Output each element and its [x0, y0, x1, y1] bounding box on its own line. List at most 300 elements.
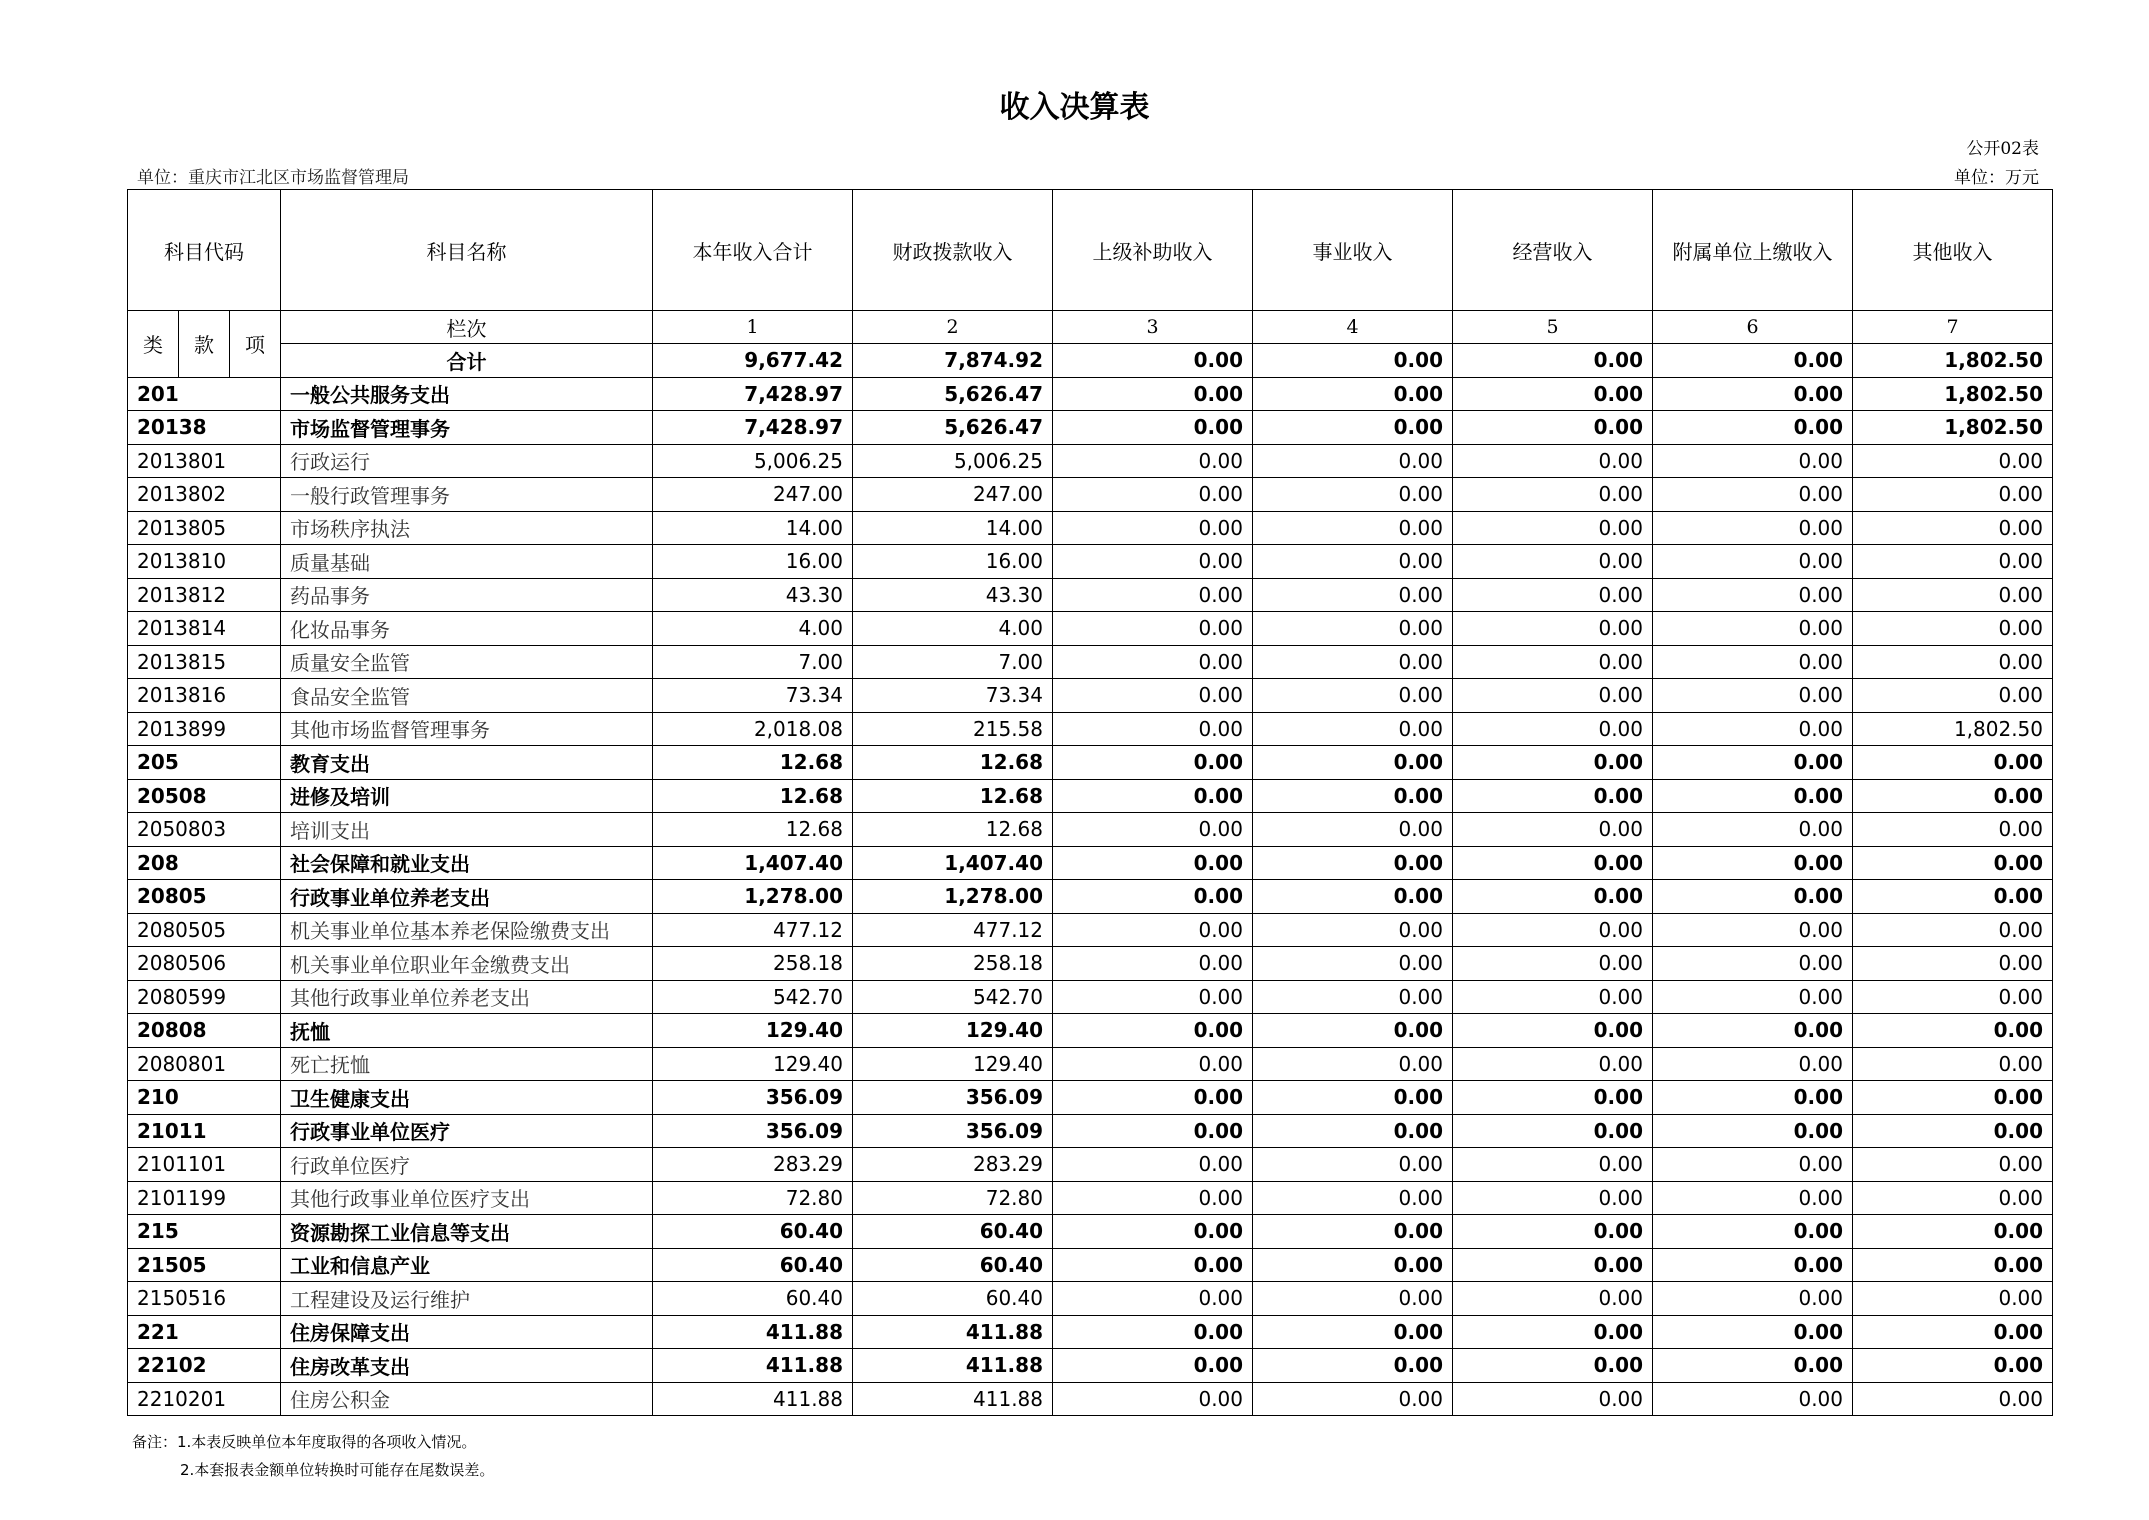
row-code: 2101101: [128, 1148, 281, 1182]
row-name: 住房改革支出: [281, 1349, 653, 1383]
row-value: 0.00: [1253, 578, 1453, 612]
row-code: 22102: [128, 1349, 281, 1383]
row-value: 477.12: [653, 913, 853, 947]
row-value: 0.00: [1653, 1014, 1853, 1048]
table-row: [128, 1081, 2053, 1115]
row-value: 0.00: [1853, 478, 2053, 512]
row-code: 2080506: [128, 947, 281, 981]
row-value: 0.00: [1053, 679, 1253, 713]
row-code: 2050803: [128, 813, 281, 847]
row-value: 12.68: [653, 746, 853, 780]
table-row: [128, 1181, 2053, 1215]
row-value: 0.00: [1053, 511, 1253, 545]
row-value: 0.00: [1053, 1148, 1253, 1182]
row-value: 0.00: [1653, 980, 1853, 1014]
row-code: 2013802: [128, 478, 281, 512]
row-value: 43.30: [653, 578, 853, 612]
row-code: 2080505: [128, 913, 281, 947]
row-value: 542.70: [853, 980, 1053, 1014]
row-code: 215: [128, 1215, 281, 1249]
row-value: 0.00: [1053, 846, 1253, 880]
row-value: 0.00: [1453, 478, 1653, 512]
row-value: 1,802.50: [1853, 344, 2053, 378]
row-value: 0.00: [1253, 1181, 1453, 1215]
row-value: 129.40: [853, 1014, 1053, 1048]
row-name: 教育支出: [281, 746, 653, 780]
table-row: [128, 846, 2053, 880]
row-value: 0.00: [1053, 612, 1253, 646]
row-value: 0.00: [1853, 980, 2053, 1014]
row-code: 20508: [128, 779, 281, 813]
row-value: 0.00: [1653, 377, 1853, 411]
row-value: 0.00: [1853, 679, 2053, 713]
row-value: 356.09: [653, 1081, 853, 1115]
row-value: 0.00: [1053, 1014, 1253, 1048]
row-value: 60.40: [653, 1282, 853, 1316]
row-value: 0.00: [1653, 779, 1853, 813]
header-col-2: 财政拨款收入: [853, 190, 1053, 311]
row-name: 行政运行: [281, 444, 653, 478]
row-value: 0.00: [1653, 712, 1853, 746]
row-value: 0.00: [1453, 679, 1653, 713]
row-value: 356.09: [653, 1114, 853, 1148]
row-value: 0.00: [1253, 1248, 1453, 1282]
row-value: 0.00: [1653, 1181, 1853, 1215]
row-code: 2013815: [128, 645, 281, 679]
table-row: [128, 444, 2053, 478]
row-name: 化妆品事务: [281, 612, 653, 646]
row-code: 205: [128, 746, 281, 780]
table-row: [128, 645, 2053, 679]
row-value: 0.00: [1853, 1148, 2053, 1182]
row-value: 0.00: [1053, 1215, 1253, 1249]
row-name: 行政单位医疗: [281, 1148, 653, 1182]
row-name: 死亡抚恤: [281, 1047, 653, 1081]
row-value: 0.00: [1653, 411, 1853, 445]
page-title: 收入决算表: [999, 90, 1150, 125]
row-value: 0.00: [1053, 813, 1253, 847]
row-value: 0.00: [1253, 1047, 1453, 1081]
row-value: 72.80: [653, 1181, 853, 1215]
table-row: [128, 545, 2053, 579]
row-value: 60.40: [853, 1215, 1053, 1249]
row-value: 0.00: [1253, 980, 1453, 1014]
row-value: 0.00: [1653, 813, 1853, 847]
row-code: 201: [128, 377, 281, 411]
row-value: 9,677.42: [653, 344, 853, 378]
row-value: 0.00: [1453, 612, 1653, 646]
row-value: 283.29: [853, 1148, 1053, 1182]
row-name: 行政事业单位养老支出: [281, 880, 653, 914]
header-col-7: 其他收入: [1853, 190, 2053, 311]
row-value: 0.00: [1453, 1148, 1653, 1182]
row-value: 0.00: [1253, 511, 1453, 545]
row-value: 0.00: [1253, 746, 1453, 780]
row-value: 0.00: [1253, 779, 1453, 813]
row-name: 行政事业单位医疗: [281, 1114, 653, 1148]
row-name: 资源勘探工业信息等支出: [281, 1215, 653, 1249]
row-code: 2210201: [128, 1382, 281, 1416]
row-value: 0.00: [1253, 880, 1453, 914]
row-value: 411.88: [853, 1382, 1053, 1416]
row-value: 0.00: [1653, 478, 1853, 512]
row-value: 0.00: [1653, 1081, 1853, 1115]
header-col-5: 经营收入: [1453, 190, 1653, 311]
row-name: 进修及培训: [281, 779, 653, 813]
row-code: 2080599: [128, 980, 281, 1014]
row-value: 129.40: [653, 1047, 853, 1081]
table-row: [128, 1282, 2053, 1316]
table-row: [128, 813, 2053, 847]
row-value: 0.00: [1853, 1248, 2053, 1282]
row-name: 其他行政事业单位医疗支出: [281, 1181, 653, 1215]
row-name: 质量安全监管: [281, 645, 653, 679]
row-value: 0.00: [1453, 1215, 1653, 1249]
currency-unit: 单位：万元: [1954, 168, 2039, 188]
row-value: 0.00: [1453, 779, 1653, 813]
row-value: 7.00: [853, 645, 1053, 679]
form-number: 公开02表: [1966, 139, 2039, 159]
row-value: 0.00: [1253, 478, 1453, 512]
row-value: 0.00: [1253, 1114, 1453, 1148]
row-code: 2013801: [128, 444, 281, 478]
row-value: 0.00: [1853, 813, 2053, 847]
header-col-1: 本年收入合计: [653, 190, 853, 311]
row-value: 0.00: [1453, 511, 1653, 545]
row-value: 0.00: [1453, 813, 1653, 847]
header-xiang: 项: [230, 311, 281, 378]
row-value: 0.00: [1253, 1081, 1453, 1115]
row-value: 0.00: [1653, 746, 1853, 780]
row-value: 5,006.25: [853, 444, 1053, 478]
row-name: 住房保障支出: [281, 1315, 653, 1349]
row-value: 0.00: [1653, 511, 1853, 545]
row-value: 0.00: [1653, 880, 1853, 914]
row-value: 0.00: [1653, 545, 1853, 579]
row-name: 质量基础: [281, 545, 653, 579]
row-value: 0.00: [1853, 444, 2053, 478]
row-name: 抚恤: [281, 1014, 653, 1048]
row-value: 0.00: [1453, 1047, 1653, 1081]
row-name: 一般公共服务支出: [281, 377, 653, 411]
row-value: 0.00: [1853, 779, 2053, 813]
row-value: 0.00: [1253, 411, 1453, 445]
row-value: 0.00: [1653, 679, 1853, 713]
row-name: 机关事业单位职业年金缴费支出: [281, 947, 653, 981]
row-code: 2013816: [128, 679, 281, 713]
total-row: [128, 344, 2053, 378]
row-value: 0.00: [1053, 746, 1253, 780]
row-value: 0.00: [1653, 645, 1853, 679]
row-value: 0.00: [1453, 746, 1653, 780]
row-value: 0.00: [1053, 344, 1253, 378]
row-value: 0.00: [1253, 1215, 1453, 1249]
row-name: 住房公积金: [281, 1382, 653, 1416]
row-value: 0.00: [1453, 980, 1653, 1014]
row-name: 市场秩序执法: [281, 511, 653, 545]
row-value: 0.00: [1053, 645, 1253, 679]
row-value: 0.00: [1653, 444, 1853, 478]
row-value: 411.88: [853, 1349, 1053, 1383]
row-value: 4.00: [853, 612, 1053, 646]
row-value: 0.00: [1253, 913, 1453, 947]
row-value: 16.00: [653, 545, 853, 579]
row-value: 0.00: [1853, 947, 2053, 981]
row-value: 5,626.47: [853, 411, 1053, 445]
row-value: 0.00: [1253, 344, 1453, 378]
row-value: 0.00: [1053, 545, 1253, 579]
row-value: 0.00: [1253, 545, 1453, 579]
row-value: 0.00: [1253, 1014, 1453, 1048]
row-value: 0.00: [1853, 511, 2053, 545]
row-value: 0.00: [1853, 1114, 2053, 1148]
row-value: 0.00: [1653, 947, 1853, 981]
row-value: 0.00: [1453, 578, 1653, 612]
row-value: 247.00: [853, 478, 1053, 512]
row-value: 0.00: [1053, 377, 1253, 411]
table-row: [128, 1215, 2053, 1249]
row-value: 0.00: [1253, 444, 1453, 478]
col-number: 3: [1053, 311, 1253, 344]
row-value: 0.00: [1653, 1282, 1853, 1316]
row-value: 0.00: [1853, 1014, 2053, 1048]
row-code: 2101199: [128, 1181, 281, 1215]
row-code: 21011: [128, 1114, 281, 1148]
row-value: 60.40: [653, 1215, 853, 1249]
row-value: 0.00: [1653, 1248, 1853, 1282]
col-number: 1: [653, 311, 853, 344]
row-value: 0.00: [1453, 411, 1653, 445]
row-value: 0.00: [1453, 377, 1653, 411]
row-value: 0.00: [1853, 880, 2053, 914]
row-value: 7.00: [653, 645, 853, 679]
row-value: 0.00: [1053, 578, 1253, 612]
row-value: 5,626.47: [853, 377, 1053, 411]
table-row: [128, 712, 2053, 746]
row-value: 60.40: [653, 1248, 853, 1282]
row-value: 0.00: [1053, 880, 1253, 914]
row-value: 0.00: [1653, 1215, 1853, 1249]
row-value: 0.00: [1853, 846, 2053, 880]
note-2: 2.本套报表金额单位转换时可能存在尾数误差。: [180, 1461, 495, 1479]
row-value: 542.70: [653, 980, 853, 1014]
notes: [132, 1428, 494, 1484]
row-value: 0.00: [1053, 1248, 1253, 1282]
row-value: 12.68: [653, 813, 853, 847]
row-value: 0.00: [1253, 679, 1453, 713]
row-name: 市场监督管理事务: [281, 411, 653, 445]
row-value: 411.88: [853, 1315, 1053, 1349]
row-value: 0.00: [1053, 1315, 1253, 1349]
header-name: 科目名称: [281, 190, 653, 311]
row-value: 60.40: [853, 1282, 1053, 1316]
row-code: 20138: [128, 411, 281, 445]
row-value: 4.00: [653, 612, 853, 646]
row-code: 2013814: [128, 612, 281, 646]
row-value: 0.00: [1853, 1047, 2053, 1081]
row-value: 0.00: [1053, 712, 1253, 746]
row-code: 2013812: [128, 578, 281, 612]
table-row: [128, 478, 2053, 512]
col-number: 6: [1653, 311, 1853, 344]
table-row: [128, 913, 2053, 947]
row-value: 0.00: [1053, 1282, 1253, 1316]
row-value: 0.00: [1053, 779, 1253, 813]
row-value: 0.00: [1453, 880, 1653, 914]
table-row: [128, 1148, 2053, 1182]
row-value: 0.00: [1653, 1148, 1853, 1182]
row-value: 0.00: [1453, 344, 1653, 378]
row-value: 129.40: [853, 1047, 1053, 1081]
row-value: 0.00: [1853, 746, 2053, 780]
row-value: 0.00: [1653, 1315, 1853, 1349]
row-value: 43.30: [853, 578, 1053, 612]
row-value: 0.00: [1053, 980, 1253, 1014]
row-value: 356.09: [853, 1114, 1053, 1148]
row-value: 0.00: [1853, 1081, 2053, 1115]
row-value: 16.00: [853, 545, 1053, 579]
row-value: 0.00: [1453, 1382, 1653, 1416]
row-code: 20805: [128, 880, 281, 914]
row-value: 411.88: [653, 1382, 853, 1416]
row-value: 0.00: [1853, 1382, 2053, 1416]
row-name: 其他市场监督管理事务: [281, 712, 653, 746]
row-name: 其他行政事业单位养老支出: [281, 980, 653, 1014]
row-value: 0.00: [1453, 1014, 1653, 1048]
row-name: 工业和信息产业: [281, 1248, 653, 1282]
row-value: 0.00: [1453, 846, 1653, 880]
row-value: 0.00: [1853, 612, 2053, 646]
row-value: 0.00: [1853, 1349, 2053, 1383]
row-value: 0.00: [1653, 578, 1853, 612]
row-value: 12.68: [653, 779, 853, 813]
row-value: 411.88: [653, 1349, 853, 1383]
row-value: 0.00: [1253, 947, 1453, 981]
row-value: 2,018.08: [653, 712, 853, 746]
header-col-4: 事业收入: [1253, 190, 1453, 311]
row-value: 477.12: [853, 913, 1053, 947]
header-row: [128, 190, 2053, 311]
row-value: 0.00: [1253, 813, 1453, 847]
row-value: 7,428.97: [653, 411, 853, 445]
col-number: 4: [1253, 311, 1453, 344]
row-value: 0.00: [1053, 1047, 1253, 1081]
table-row: [128, 880, 2053, 914]
row-value: 215.58: [853, 712, 1053, 746]
table-row: [128, 411, 2053, 445]
table-row: [128, 679, 2053, 713]
row-value: 12.68: [853, 746, 1053, 780]
row-value: 0.00: [1453, 1349, 1653, 1383]
row-value: 0.00: [1653, 846, 1853, 880]
row-value: 73.34: [653, 679, 853, 713]
table-row: [128, 947, 2053, 981]
row-value: 0.00: [1853, 645, 2053, 679]
row-value: 1,407.40: [653, 846, 853, 880]
row-value: 0.00: [1253, 377, 1453, 411]
column-number-row: [128, 311, 2053, 344]
row-value: 0.00: [1253, 1315, 1453, 1349]
row-value: 0.00: [1053, 1349, 1253, 1383]
reporting-unit: 单位：重庆市江北区市场监督管理局: [137, 168, 409, 188]
row-value: 356.09: [853, 1081, 1053, 1115]
row-code: 210: [128, 1081, 281, 1115]
row-value: 0.00: [1253, 1382, 1453, 1416]
row-value: 7,874.92: [853, 344, 1053, 378]
row-value: 5,006.25: [653, 444, 853, 478]
row-value: 0.00: [1053, 947, 1253, 981]
row-value: 0.00: [1253, 1282, 1453, 1316]
row-code: 2013810: [128, 545, 281, 579]
row-code: 2013899: [128, 712, 281, 746]
row-value: 0.00: [1053, 444, 1253, 478]
row-value: 1,802.50: [1853, 712, 2053, 746]
row-value: 129.40: [653, 1014, 853, 1048]
header-col-6: 附属单位上缴收入: [1653, 190, 1853, 311]
row-value: 0.00: [1253, 1148, 1453, 1182]
table-row: [128, 1349, 2053, 1383]
row-value: 14.00: [653, 511, 853, 545]
row-code: 208: [128, 846, 281, 880]
row-name: 合计: [281, 344, 653, 378]
row-code: 221: [128, 1315, 281, 1349]
col-number: 7: [1853, 311, 2053, 344]
table-row: [128, 980, 2053, 1014]
header-code: 科目代码: [128, 190, 281, 311]
row-code: 2080801: [128, 1047, 281, 1081]
row-value: 0.00: [1853, 578, 2053, 612]
row-code: 2150516: [128, 1282, 281, 1316]
row-value: 0.00: [1053, 478, 1253, 512]
table-row: [128, 612, 2053, 646]
row-value: 0.00: [1653, 1349, 1853, 1383]
row-value: 247.00: [653, 478, 853, 512]
col-number: 5: [1453, 311, 1653, 344]
row-value: 0.00: [1853, 545, 2053, 579]
row-value: 0.00: [1053, 1081, 1253, 1115]
row-value: 258.18: [853, 947, 1053, 981]
table-row: [128, 746, 2053, 780]
row-value: 7,428.97: [653, 377, 853, 411]
row-value: 0.00: [1453, 947, 1653, 981]
table-row: [128, 1014, 2053, 1048]
row-code: 2013805: [128, 511, 281, 545]
row-name: 一般行政管理事务: [281, 478, 653, 512]
row-value: 0.00: [1253, 846, 1453, 880]
row-value: 0.00: [1053, 1114, 1253, 1148]
row-value: 0.00: [1653, 1382, 1853, 1416]
table-row: [128, 1315, 2053, 1349]
row-value: 0.00: [1853, 913, 2053, 947]
row-value: 0.00: [1253, 645, 1453, 679]
row-value: 12.68: [853, 779, 1053, 813]
row-value: 1,407.40: [853, 846, 1053, 880]
row-value: 0.00: [1253, 612, 1453, 646]
table-row: [128, 1248, 2053, 1282]
row-value: 0.00: [1653, 1114, 1853, 1148]
row-value: 0.00: [1853, 1282, 2053, 1316]
row-value: 73.34: [853, 679, 1053, 713]
row-value: 1,278.00: [653, 880, 853, 914]
row-name: 培训支出: [281, 813, 653, 847]
header-lanci: 栏次: [281, 311, 653, 344]
row-value: 0.00: [1453, 1081, 1653, 1115]
row-value: 0.00: [1453, 444, 1653, 478]
row-name: 药品事务: [281, 578, 653, 612]
row-name: 工程建设及运行维护: [281, 1282, 653, 1316]
row-value: 0.00: [1653, 612, 1853, 646]
row-value: 258.18: [653, 947, 853, 981]
